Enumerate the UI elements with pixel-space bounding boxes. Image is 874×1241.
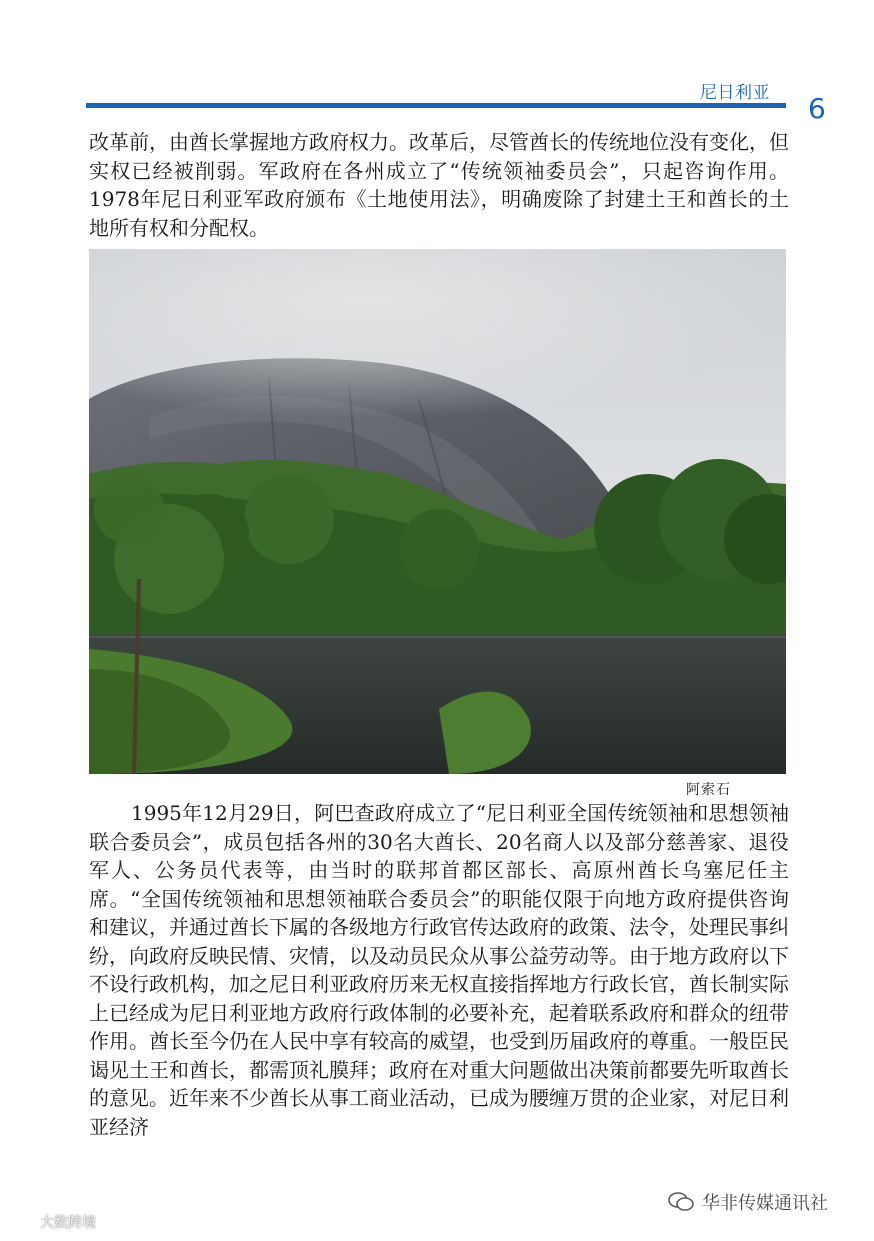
watermark-left-text: 大数跨境 [40, 1215, 96, 1231]
watermark-logo-icon [8, 1213, 36, 1231]
header-rule [86, 103, 786, 108]
paragraph-1: 改革前，由酋长掌握地方政府权力。改革后，尽管酋长的传统地位没有变化，但实权已经被削弱。军政府在各州成立了“传统领袖委员会”，只起咨询作用。1978年尼日利亚军政府颁布《土地使用法》，明确废除了封建土王和酋长的土地所有权和分配权。 [89, 130, 789, 240]
running-header-title: 尼日利亚 [700, 83, 770, 103]
aso-rock-photo [89, 249, 786, 774]
figure-caption: 阿索石 [686, 782, 731, 798]
chat-bubble-icon [668, 1191, 694, 1213]
page-number: 6 [808, 92, 826, 125]
paragraph-2: 1995年12月29日，阿巴查政府成立了“尼日利亚全国传统领袖和思想领袖联合委员会”，成员包括各州的30名大酋长、20名商人以及部分慈善家、退役军人、公务员代表等，由当时的联邦首都区部长、高原州酋长乌塞尼任主席。“全国传统领袖和思想领袖联合委员会”的职能仅限于向地方政府提供咨询和建议，并通过酋长下属的各级地方行政官传达政府的政策、法令，处理民事纠纷，向政府反映民情、灾情，以及动员民众从事公益劳动等。由于地方政府以下不设行政机构，加之尼日利亚政府历来无权直接指挥地方行政长官，酋长制实际上已经成为尼日利亚地方政府行政体制的必要补充，起着联系政府和群众的纽带作用。酋长至今仍在人民中享有较高的威望，也受到历届政府的尊重。一般臣民谒见土王和酋长，都需顶礼膜拜；政府在对重大问题做出决策前都要先听取酋长的意见。近年来不少酋长从事工商业活动，已成为腰缠万贯的企业家，对尼日利亚经济 [89, 801, 789, 1139]
watermark-left [8, 1212, 96, 1232]
watermark-right [668, 1189, 828, 1215]
watermark-right-text: 华非传媒通讯社 [702, 1193, 828, 1214]
